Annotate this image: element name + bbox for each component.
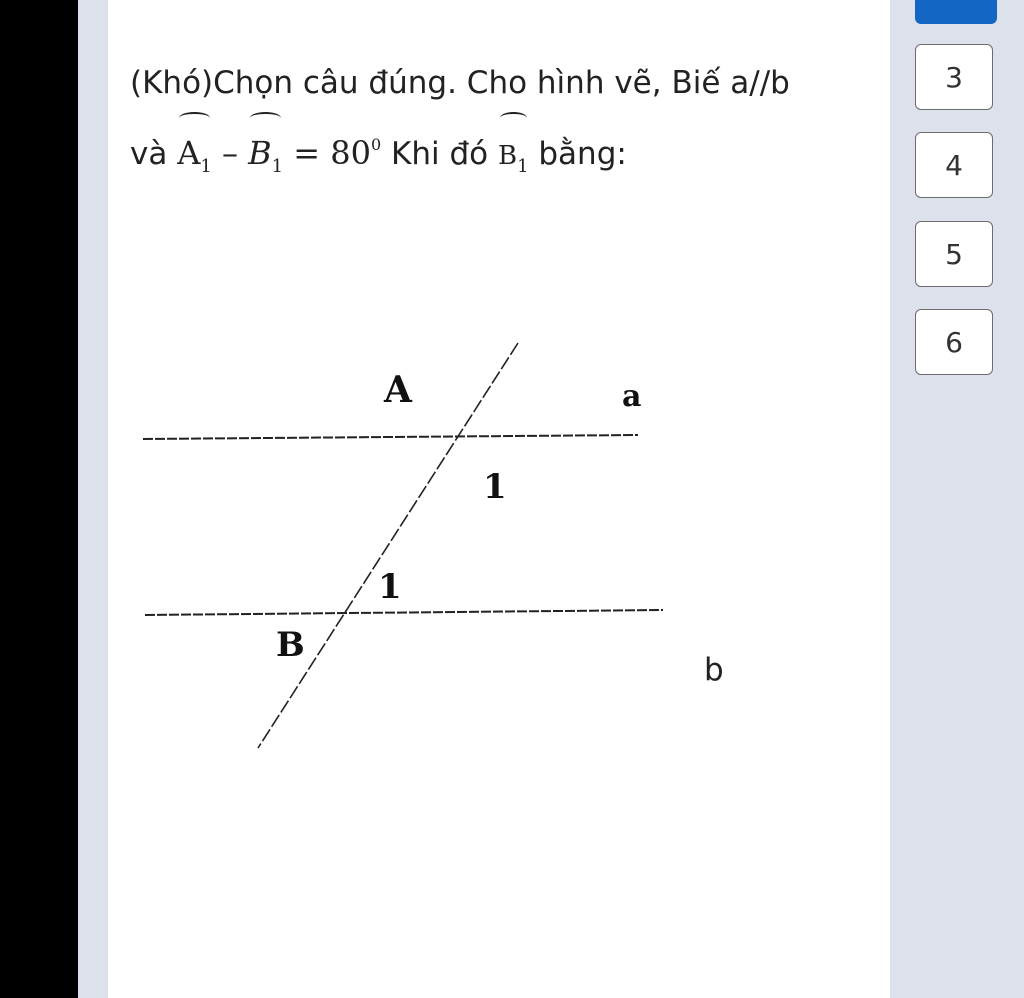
left-gutter (78, 0, 108, 998)
asked-angle-hat (498, 122, 529, 198)
question-line-2 (130, 114, 890, 198)
asked-angle (498, 122, 529, 198)
label-point-B: B (276, 625, 305, 665)
equals-sign: = (283, 134, 331, 172)
label-line-b: b (704, 652, 724, 688)
angle-b1 (248, 122, 283, 198)
label-point-A: A (384, 369, 412, 411)
angle-value: 80 (330, 134, 371, 172)
angle-b-sub: 1 (271, 156, 284, 177)
angle-formula (177, 114, 381, 198)
question-line-1: (Khó)Chọn câu đúng. Cho hình vẽ, Biế a//b (130, 65, 790, 101)
angle-a-sub: 1 (200, 156, 212, 177)
geometry-figure (138, 330, 698, 760)
question-nav-button-6[interactable]: 6 (915, 309, 993, 375)
label-angle-B1: 1 (378, 567, 402, 607)
question-word-va: và (130, 136, 168, 172)
degree-sign: 0 (370, 135, 382, 154)
minus-sign: – (211, 134, 249, 172)
question-nav-button-3[interactable]: 3 (915, 44, 993, 110)
line-b (145, 610, 663, 615)
label-line-a: a (622, 379, 642, 414)
asked-angle-letter: B (497, 141, 518, 171)
question-word-khi-do: Khi đó (391, 136, 489, 172)
angle-b-letter: B (248, 134, 272, 172)
label-angle-A1: 1 (483, 467, 507, 507)
angle-a1 (177, 122, 212, 198)
question-word-bang: bằng: (538, 136, 627, 172)
question-text (130, 52, 890, 198)
angle-a-letter: A (177, 134, 201, 172)
question-nav-active-button[interactable] (915, 0, 997, 24)
question-nav-button-4[interactable]: 4 (915, 132, 993, 198)
asked-angle-sub: 1 (517, 156, 529, 177)
question-nav-panel (890, 0, 1024, 998)
question-content (108, 0, 890, 998)
line-a (143, 435, 638, 439)
left-edge (0, 0, 78, 998)
question-nav-button-5[interactable]: 5 (915, 221, 993, 287)
